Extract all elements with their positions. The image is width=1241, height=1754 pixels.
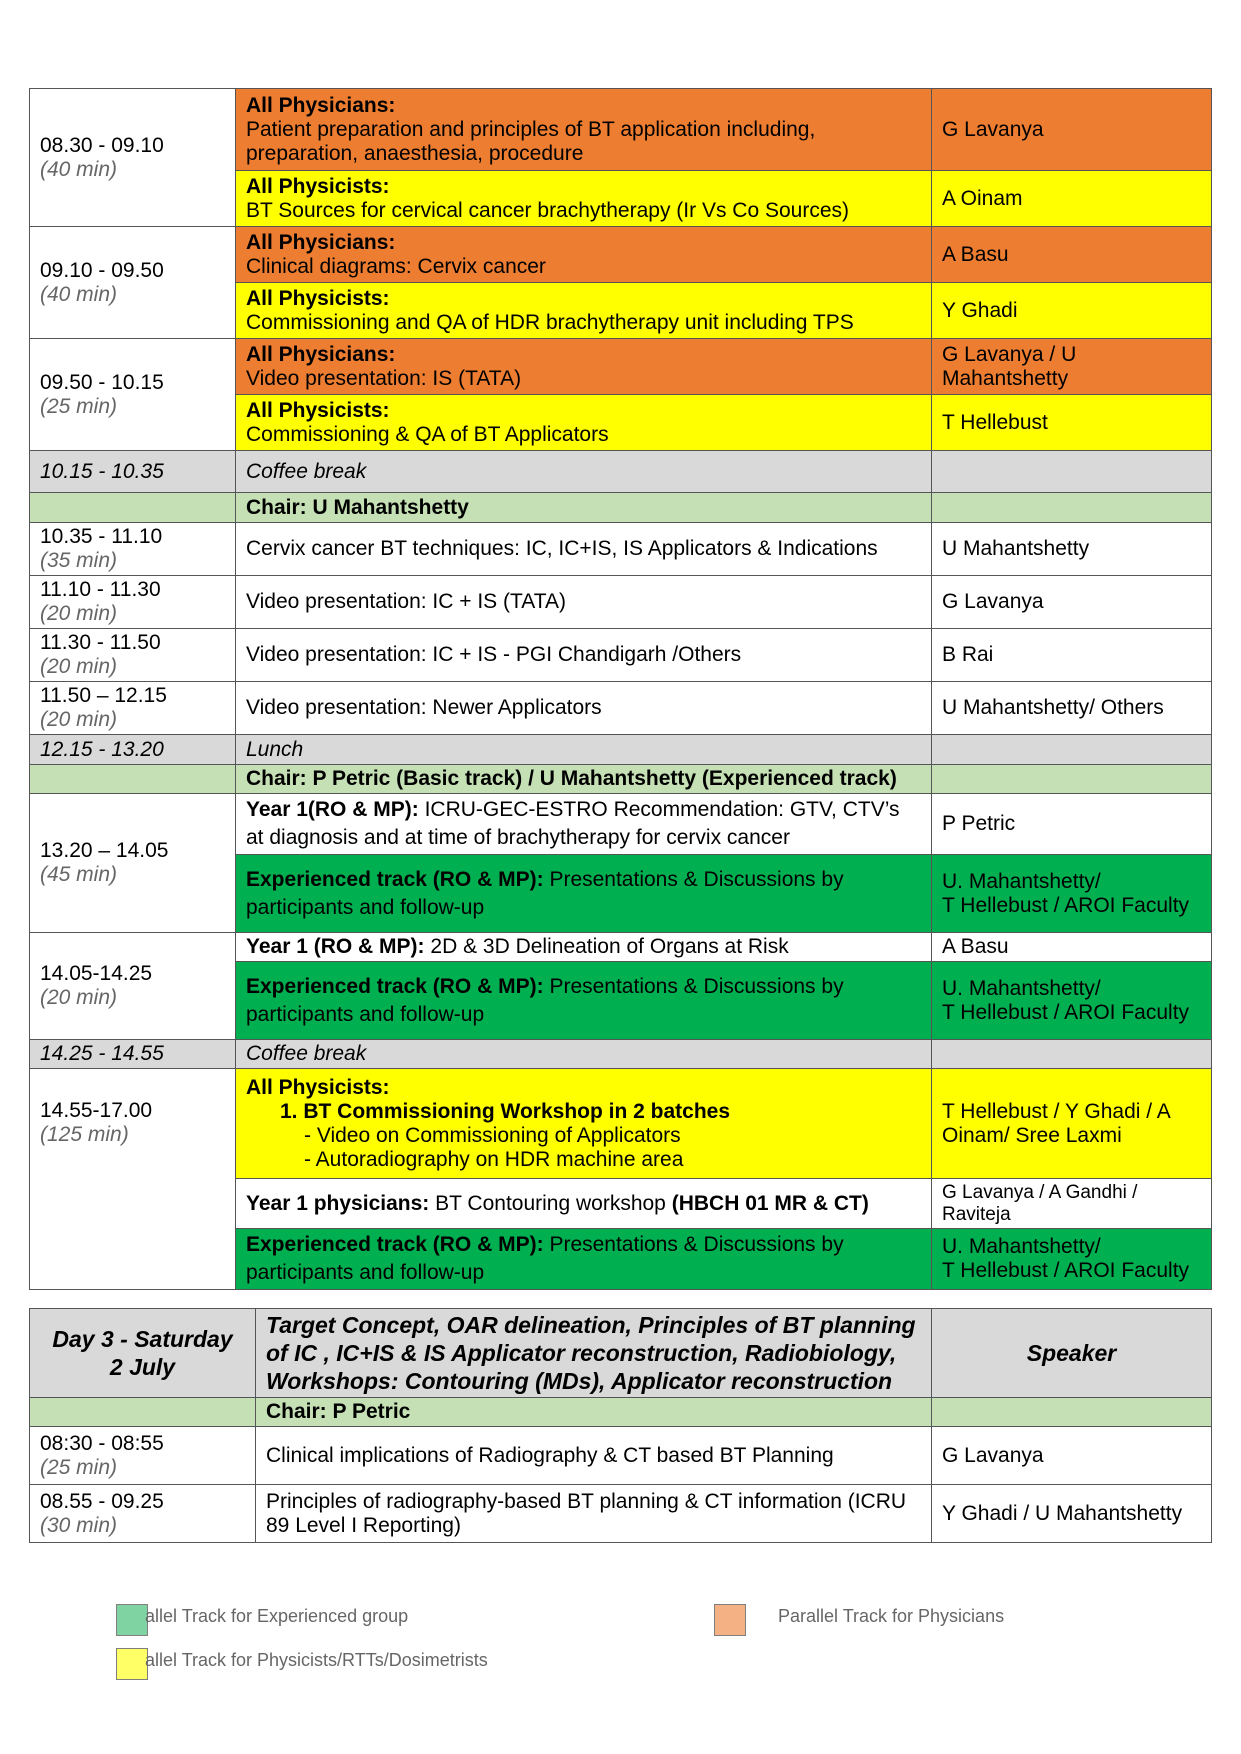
session-cell <box>236 1229 932 1290</box>
duration: (20 min) <box>40 602 118 625</box>
empty-cell <box>932 493 1212 523</box>
agenda-table-day2 <box>29 88 1212 1290</box>
speaker-cell: Y Ghadi / U Mahantshetty <box>932 1485 1212 1543</box>
session-title: Clinical diagrams: Cervix cancer <box>246 254 546 278</box>
session-cell <box>236 395 932 451</box>
time: 11.30 - 11.50 <box>40 631 161 654</box>
time-cell <box>30 227 236 339</box>
duration: (125 min) <box>40 1123 129 1146</box>
session-cell <box>236 339 932 395</box>
break-label: Coffee break <box>236 1040 932 1069</box>
session-title: Cervix cancer BT techniques: IC, IC+IS, IS Applicators & Indications <box>236 523 932 576</box>
workshop-item: 1. BT Commissioning Workshop in 2 batches <box>280 1099 731 1123</box>
session-title: Principles of radiography-based BT planning & CT information (ICRU 89 Level I Reporting) <box>256 1485 932 1543</box>
duration: (45 min) <box>40 863 118 886</box>
session-heading: All Physicists: <box>246 174 390 198</box>
legend-label-experienced: allel Track for Experienced group <box>145 1606 409 1626</box>
day-topic: Target Concept, OAR delineation, Principles of BT planning of IC , IC+IS & IS Applicator reconstruction, Radiobiology, Workshops: Contouring (MDs), Applicator reconstruction <box>256 1309 932 1398</box>
legend-label-physicians: Parallel Track for Physicians <box>778 1606 1005 1626</box>
session-cell <box>236 171 932 227</box>
agenda-table-day3 <box>29 1308 1212 1543</box>
session-title: Presentations & Discussions by participants and follow-up <box>246 1233 844 1284</box>
speaker-cell: G Lavanya <box>932 1427 1212 1485</box>
session-cell <box>236 855 932 933</box>
speaker-cell: A Oinam <box>932 171 1212 227</box>
speaker-cell: A Basu <box>932 933 1212 962</box>
speaker-cell: G Lavanya / U Mahantshetty <box>932 339 1212 395</box>
legend-swatch-physicists <box>116 1648 148 1680</box>
session-title: Video presentation: IC + IS (TATA) <box>236 576 932 629</box>
time-cell <box>30 1069 236 1290</box>
session-title: Commissioning and QA of HDR brachytherapy unit including TPS <box>246 310 854 334</box>
session-heading: All Physicists: <box>246 398 390 422</box>
empty-cell <box>932 735 1212 765</box>
session-title: Video presentation: IS (TATA) <box>246 366 522 390</box>
speaker-cell: P Petric <box>932 794 1212 855</box>
break-time: 14.25 - 14.55 <box>30 1040 236 1069</box>
session-heading: All Physicians: <box>246 342 396 366</box>
session-title: BT Contouring workshop <box>435 1191 666 1215</box>
time: 09.50 - 10.15 <box>40 370 164 394</box>
chair-label: Chair: P Petric (Basic track) / U Mahantshetty (Experienced track) <box>236 765 932 794</box>
workshop-subitem: - Video on Commissioning of Applicators <box>304 1123 681 1147</box>
duration: (35 min) <box>40 549 118 572</box>
speaker-cell: Y Ghadi <box>932 283 1212 339</box>
time: 14.05-14.25 <box>40 962 153 985</box>
session-title: Video presentation: IC + IS - PGI Chandigarh /Others <box>236 629 932 682</box>
session-cell <box>236 1069 932 1179</box>
empty-cell <box>30 493 236 523</box>
time: 10.35 - 11.10 <box>40 525 163 548</box>
speaker-cell: G Lavanya / A Gandhi / Raviteja <box>932 1179 1212 1229</box>
session-cell <box>236 794 932 855</box>
day-heading <box>30 1309 256 1398</box>
chair-label: Chair: U Mahantshetty <box>236 493 932 523</box>
session-title: Presentations & Discussions by participants and follow-up <box>246 974 844 1026</box>
time-cell <box>30 1427 256 1485</box>
speaker-cell: G Lavanya <box>932 576 1212 629</box>
speaker-cell: B Rai <box>932 629 1212 682</box>
time-cell <box>30 523 236 576</box>
speaker-cell: T Hellebust <box>932 395 1212 451</box>
session-title: Video presentation: Newer Applicators <box>236 682 932 735</box>
speaker-line: U. Mahantshetty/ <box>942 1235 1101 1258</box>
workshop-subitem: - Autoradiography on HDR machine area <box>304 1147 684 1171</box>
time-cell <box>30 682 236 735</box>
session-title: Presentations & Discussions by participants and follow-up <box>246 867 844 919</box>
session-title: BT Sources for cervical cancer brachytherapy (Ir Vs Co Sources) <box>246 198 850 222</box>
session-cell <box>236 1179 932 1229</box>
session-heading: All Physicians: <box>246 230 396 254</box>
session-heading: Year 1(RO & MP): <box>246 798 419 821</box>
empty-cell <box>932 1398 1212 1427</box>
speaker-line: T Hellebust / AROI Faculty <box>942 1259 1190 1282</box>
speaker-line: U. Mahantshetty/ <box>942 976 1101 1000</box>
session-heading: Experienced track (RO & MP): <box>246 867 544 891</box>
chair-label: Chair: P Petric <box>256 1398 932 1427</box>
legend-swatch-experienced <box>116 1604 148 1636</box>
session-heading: Year 1 physicians: <box>246 1191 430 1215</box>
break-label: Coffee break <box>236 451 932 493</box>
speaker-cell <box>932 962 1212 1040</box>
legend-swatch-physicians <box>714 1604 746 1636</box>
speaker-cell <box>932 855 1212 933</box>
empty-cell <box>932 765 1212 794</box>
empty-cell <box>932 1040 1212 1069</box>
break-label: Lunch <box>236 735 932 765</box>
time: 08.30 - 09.10 <box>40 133 164 157</box>
session-heading: All Physicists: <box>246 1075 390 1099</box>
day-label: Day 3 - Saturday <box>52 1326 233 1352</box>
session-cell <box>236 283 932 339</box>
empty-cell <box>30 1398 256 1427</box>
speaker-cell: U Mahantshetty <box>932 523 1212 576</box>
speaker-cell: G Lavanya <box>932 89 1212 171</box>
session-cell <box>236 227 932 283</box>
speaker-heading: Speaker <box>932 1309 1212 1398</box>
duration: (25 min) <box>40 394 118 418</box>
duration: (20 min) <box>40 655 118 678</box>
session-cell <box>236 933 932 962</box>
speaker-line: T Hellebust / AROI Faculty <box>942 893 1190 917</box>
speaker-line: U. Mahantshetty/ <box>942 869 1101 893</box>
duration: (20 min) <box>40 708 118 731</box>
speaker-cell <box>932 1229 1212 1290</box>
session-heading: All Physicists: <box>246 286 390 310</box>
empty-cell <box>30 765 236 794</box>
duration: (25 min) <box>40 1455 118 1479</box>
duration: (40 min) <box>40 282 118 306</box>
date-label: 2 July <box>109 1354 176 1380</box>
session-title: ICRU-GEC-ESTRO Recommendation: GTV, CTV’s at diagnosis and at time of brachytherapy for cervix cancer <box>246 798 900 849</box>
time: 08.55 - 09.25 <box>40 1489 164 1513</box>
time-cell <box>30 629 236 682</box>
speaker-cell: T Hellebust / Y Ghadi / A Oinam/ Sree Laxmi <box>932 1069 1212 1179</box>
speaker-cell: U Mahantshetty/ Others <box>932 682 1212 735</box>
session-title: Commissioning & QA of BT Applicators <box>246 422 609 446</box>
duration: (20 min) <box>40 986 118 1009</box>
time-cell <box>30 89 236 227</box>
time-cell <box>30 576 236 629</box>
session-cell <box>236 89 932 171</box>
session-heading: Experienced track (RO & MP): <box>246 1233 544 1256</box>
session-title: Clinical implications of Radiography & CT based BT Planning <box>256 1427 932 1485</box>
break-time: 12.15 - 13.20 <box>30 735 236 765</box>
time: 11.10 - 11.30 <box>40 578 161 601</box>
speaker-cell: A Basu <box>932 227 1212 283</box>
time: 11.50 – 12.15 <box>40 684 167 707</box>
time: 08:30 - 08:55 <box>40 1431 164 1455</box>
speaker-line: T Hellebust / AROI Faculty <box>942 1000 1190 1024</box>
session-title-bold: (HBCH 01 MR & CT) <box>671 1191 869 1215</box>
session-title: Patient preparation and principles of BT application including, preparation, anaesthesia, procedure <box>246 117 816 165</box>
time: 09.10 - 09.50 <box>40 258 164 282</box>
time: 14.55-17.00 <box>40 1099 153 1122</box>
session-heading: All Physicians: <box>246 93 396 117</box>
time-cell <box>30 339 236 451</box>
session-heading: Experienced track (RO & MP): <box>246 974 544 998</box>
session-heading: Year 1 (RO & MP): <box>246 935 425 958</box>
empty-cell <box>932 451 1212 493</box>
break-time: 10.15 - 10.35 <box>30 451 236 493</box>
duration: (30 min) <box>40 1513 118 1537</box>
duration: (40 min) <box>40 157 118 181</box>
legend-label-physicists: allel Track for Physicists/RTTs/Dosimetrists <box>145 1650 488 1670</box>
time-cell <box>30 1485 256 1543</box>
time-cell <box>30 794 236 933</box>
time: 13.20 – 14.05 <box>40 839 169 862</box>
time-cell <box>30 933 236 1040</box>
session-cell <box>236 962 932 1040</box>
session-title: 2D & 3D Delineation of Organs at Risk <box>430 935 789 958</box>
